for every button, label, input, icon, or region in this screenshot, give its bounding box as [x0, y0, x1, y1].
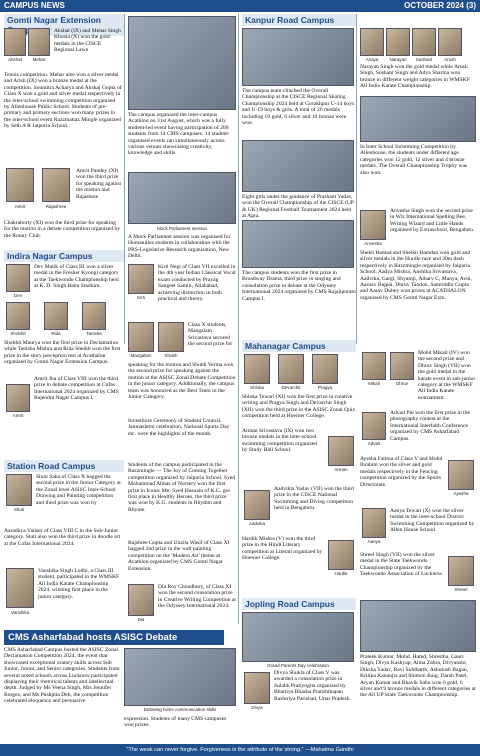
article-shreel: Shreel Singh (VII) won the silver medal in the State Taekwondo Championship organized by the Taekwondo Association of Lucknow.	[360, 552, 444, 578]
article-chakraborty: Chakraborty (XI) won the third prize for speaking for the motion in a debate competition organized by the Rotary Club.	[4, 220, 121, 239]
caption-shubh: Shubh	[164, 353, 178, 358]
caption-amrit-jha: Amrit	[12, 413, 24, 418]
article-amrit-jha: Amrit Jha of Class VIII won the third prize in debate competition at Cofas International 2024 organized by CMS Rajendra Nagar Campus I.	[34, 376, 119, 402]
caption-mangalam: Mangalam	[130, 353, 152, 358]
caption-shloka: Shloka	[250, 385, 264, 390]
caption-hardik: Hardik	[334, 571, 348, 576]
photo-dhruv	[390, 352, 414, 380]
issue-date: OCTOBER 2024 (3)	[404, 1, 476, 10]
article-kirti: Kirti Negi of Class VII excelled in the 4th year Indian Classical Vocal exam conducted by Prayag Sangeet Samiti, Allahabad, achieving distinction in both practical and theory.	[158, 264, 236, 303]
article-asisc-2: expression. Students of many CMS campuses won prizes.	[124, 716, 227, 729]
article-amrit: Amrit Pandey (XI) won the third prize for speaking against the motion and Rajashree	[76, 168, 122, 200]
photo-shubh	[158, 322, 184, 352]
column-divider	[238, 14, 239, 624]
photo-vanshika	[6, 568, 34, 608]
photo-tanisha	[82, 302, 106, 330]
caption-aadvika: Aadvika	[248, 521, 265, 526]
article-vanshika: Vanshika Singh Lodhi, a Class III student, participated in the WMSKF All India Karate Championship 2024, winning first place in the junior category.	[38, 568, 120, 600]
caption-anaya: Anaya	[365, 57, 379, 62]
article-dia: Dia Roy Choudhury, of Class XI won the second consolation prize in Creative Writing Competition at the Odyssey International 2024.	[158, 584, 236, 610]
column-divider	[356, 14, 357, 344]
caption-pragya: Pragya	[317, 385, 333, 390]
section-header-mahanagar: Mahanagar Campus	[242, 340, 356, 352]
caption-mehar: Mehar	[32, 57, 46, 62]
caption-ayesha: Ayesha	[453, 491, 469, 496]
article-aadvika: Aadvikta Yadav (VII) won the third prize in the CISCE National Swimming and Diving competition held in Bengaluru.	[274, 486, 354, 512]
photo-drama	[242, 220, 354, 268]
caption-dia: Dia	[137, 617, 145, 622]
article-eight-girls: Eight girls under the guidance of Prashant Yadav, won the Overall Championship of the CISCE (UP & UK) Regional Football Tournament 2024 held at Agra.	[242, 194, 354, 220]
article-shloka: Shloka Tewari (XI) won the first prize in creative writing and Pragya Singh and Devarchit Singh (XII) won the third prize in the ASISC Zonal Quiz competition held at Hoerner College.	[242, 394, 355, 420]
caption-dev: Dev	[13, 293, 22, 298]
photo-ayesha	[448, 460, 474, 490]
article-aaradhya: Aaradhya Vaiiser of Class VIII C in the Sub-Junior category. Stuti also won the third prize in doodle art at the Cofas International 2024.	[4, 528, 121, 547]
caption-mikail: Mikail	[368, 381, 380, 386]
section-header-asisc: CMS Asharfabad hosts ASISC Debate	[4, 630, 224, 645]
section-header-station: Station Road Campus	[4, 460, 124, 472]
photo-hardik	[328, 540, 354, 570]
photo-kirti	[128, 264, 154, 294]
photo-akshat	[4, 28, 26, 56]
column-divider	[124, 14, 125, 344]
photo-narayan	[386, 28, 410, 56]
caption-debaters: Debating hosts communication skills	[143, 707, 217, 712]
caption-anvesha: Anvesha	[364, 241, 382, 246]
article-divya: Divya Shukla of Class V was awarded a consolation prize in Sulabh Pratiyogita organized by Bhartiya Bhasha Pratishthapan Rashtriya Parishad, Uttar Pradesh.	[274, 670, 351, 702]
article-mock-parliament: A Mock Parliament session was organised for Humanities students in collaboration with the PRS-Legislative Research organization, New Delhi.	[128, 234, 231, 260]
section-title: CAMPUS NEWS	[4, 1, 65, 10]
photo-swim-team	[360, 96, 476, 142]
article-prateek: Prateek Kumar, Mohd. Hamd, Shrestha, Gauri Singh, Divya Kashyap, Aima Zahra, Divyanshi, Diksha Yadav, Ravi Siddharth, Ashutosh Bajpai, Kritika Kanaujia and Shimon Baig, Darsh Patel, Aryan Kumar and Bhavik Sahu won 6 gold, 6 silver and 9 bronze medals in different categories at the All UP State Taekwondo Championship.	[360, 654, 476, 699]
caption-akshat: Akshat	[8, 57, 22, 62]
article-ayesha: Ayesha Fatima of Class V and Mohd Ibrahim won the silver and gold medals respectively in the Fencing competition organized by the Sports Directorate.	[360, 456, 443, 488]
caption-dhruv: Dhruv	[395, 381, 408, 386]
photo-shreel	[448, 556, 474, 586]
article-anvesha: Anvesha Singh won the second prize in Wiz International Spelling Bee, Writing Wizard and Little Hands organised by Extraschool, Bengaluru.	[390, 208, 475, 234]
article-dev: Dev Malik of Class III won a silver medal in the Fresher Kyongi category at the Taekwondo Championship held at K. D. Singh Babu Stadium.	[34, 264, 119, 290]
photo-amrit-jha	[6, 384, 30, 412]
photo-football-team	[242, 140, 354, 192]
article-rajajipuram: The campus students won the first prize in Broadway Drama, third prize in singing and consolation prize in debate at the Odyssey International 2024 organized by CMS Rajajipuram Campus I.	[242, 270, 356, 302]
photo-dev	[6, 264, 30, 292]
section-header-gomti: Gomti Nagar Extension	[4, 14, 124, 36]
article-mikail: Mohd Mikail (IV) won the second prize and Dhruv Singh (VII) won the gold medal in the karate event in sub-junior category at the WMSKF All India Karate tournament.	[418, 350, 476, 401]
photo-rajashree	[42, 168, 70, 202]
article-speaking: speaking for the motion and Shubh Verma won the second prize for speaking against the motion at the ASISC Zonal Debate Competition in the junior category. Additionally, the campus team was honoured as the Best Team in the Junior Category.	[128, 362, 236, 401]
section-header-kanpur: Kanpur Road Campus	[242, 14, 356, 26]
article-tennis: Tennis competition. Mehar also won a silver medal and Arish (IX) won a bronze medal at the competition. Soumitra Acharya and Akshaj Gupta of Class X won a gold and silver medal respectively in the inter-school swimming competition organized by Allenhouse Public School. Students of pre-primary and primary sections won many prizes in the inter-school event Razzmattaz Mingle organized by Seth A R Jaipuria School.	[4, 72, 122, 130]
footer-quote: "The weak can never forgive. Forgiveness is the attribute of the strong." —Mahatma Gandhi	[0, 744, 480, 756]
photo-taekwondo-team	[360, 600, 476, 652]
article-razzmingle: Students of the campus participated in the Razzmingle — The Joy of Coming Together competition organized by Jaipuria School. Syed Mohammad Abbas of Nursery won the first prize in Iconic Me; Syed Hasnain of K.G. got first place in Healthy Heroes, the third prize was won by K.G. students in Rhythm and Rhyme.	[128, 462, 236, 513]
article-shekh: Shekh Hamad and Sheikh Hamdan won gold and silver medals in the Hurdle race and 30m dash respectively in Razzmingle organised by Jaipuria School. Aadya Mishra, Anshika Srivastava, Aadvika, Gargi, Shyamji, Atharv C, Manya, Avni, Aarnav Bajpai, Dhruv Tandon, Samriddhi Gupta and Aarav Dubey won prizes at ACATHALON organised by CMS Gomti Nagar Extn.	[360, 250, 472, 301]
caption-rajashree: Rajashree	[45, 204, 67, 209]
photo-aadvika	[244, 490, 270, 520]
caption-aanya: Aanya	[367, 539, 381, 544]
caption-mock-parliament: Mock Parliament session	[156, 226, 208, 231]
section-header-jopling: Jopling Road Campus	[242, 598, 356, 610]
photo-arush	[438, 28, 462, 56]
article-acathlon: The campus organized the inter-campus Acathlon on 31st August, which was a fully student-led event having participation of 200 students from 14 CMS campuses. 14 student-organised events ran simultaneously across various venues showcasing creativity, knowledge and skills.	[128, 112, 230, 157]
photo-acathlon	[128, 16, 236, 110]
caption-shobhit: Shobhit	[10, 331, 26, 336]
caption-divya: Divya	[251, 705, 263, 710]
article-shobhit: Shobhit Maurya won the first prize in Declamation while Tanisha Mishra and Rida Sheikh won the first prize in the story perception test at Acathalon organized by Gomti Nagar Extension Campus.	[4, 340, 121, 366]
photo-advait	[362, 412, 386, 440]
top-banner	[0, 0, 480, 12]
photo-divya	[244, 672, 270, 704]
caption-arman: Arman	[334, 467, 348, 472]
article-akshat-mehar: Akshat (IX) and Mehar Singh Khosla (X) won the gold medals in the CISCE Regional Lawn	[54, 28, 121, 54]
photo-shloka	[244, 354, 270, 384]
photo-anvesha	[360, 210, 386, 240]
photo-shobhit	[6, 302, 30, 330]
photo-dia	[128, 584, 154, 616]
article-arman: Arman Srivastava (IX) won two bronze medals in the inter-school swimming competition organized by Study Hall School.	[242, 428, 318, 454]
caption-advait: Advait	[367, 441, 381, 446]
caption-shreel: Shreel	[454, 587, 468, 592]
article-hardik: Hardik Mishra (V) won the third prize in the Hindi Literary competition at Literati organized by Hoerner College.	[242, 536, 323, 562]
photo-shuti	[6, 474, 32, 506]
article-kanpur-skating: The campus team clinched the Overall Championship at the CISCE Regional Skating Championship 2024 held at Gorakhpur U-14 boys and U-19 boys & girls. A total of 26 medals including 10 gold, 6 silver and 10 bronze were won.	[242, 88, 355, 127]
photo-sushant	[412, 28, 436, 56]
article-advait: Advait Pal won the first prize in the photography contest at the International Interfaith Conference organized by CMS Asharfabad Campus.	[390, 410, 471, 442]
caption-vanshika: Vanshika	[10, 610, 30, 615]
photo-amrit	[6, 168, 34, 202]
caption-grand-parents: Grand Parents Day celebration	[267, 663, 329, 668]
caption-arush: Arush	[444, 57, 456, 62]
caption-devarchit: Devarchit	[281, 385, 301, 390]
photo-devarchit	[278, 354, 304, 384]
caption-amrit: Amrit	[14, 204, 26, 209]
photo-debaters	[124, 648, 236, 706]
photo-mikail	[362, 352, 386, 380]
article-shuti: Shuti Saha of Class X bagged the second prize in the Junior Category at the Zonal level ASISC Inter-School Drawing and Painting competition and third prize was won by	[36, 474, 121, 506]
article-kanpur-narayan: Narayan Singh won the gold medal while Arush Singh, Sushant Singh and Adya Sharma won bronze in different weight categories in WMSKF All India Karate Championship.	[360, 64, 470, 90]
caption-narayan: Narayan	[389, 57, 407, 62]
article-rajshree: Rajshree Gupta and Unzila Wasif of Class XI bagged 2nd prize in the wall painting competition on the 'Modern Art' theme at Acathlon organized by CMS Gomti Nagar Extension.	[128, 540, 230, 572]
caption-shuti: Shuti	[13, 507, 25, 512]
caption-rida: Rida	[51, 331, 61, 336]
photo-mock-parliament	[128, 172, 236, 224]
caption-kirti: Kirti	[137, 295, 145, 300]
photo-arman	[328, 436, 354, 466]
photo-mehar	[28, 28, 50, 56]
photo-anaya	[360, 28, 384, 56]
caption-sushant: Sushant	[415, 57, 433, 62]
photo-aanya	[362, 508, 386, 538]
photo-rida	[44, 302, 68, 330]
article-investiture: Investiture Ceremony of Student Council, Janmashtmi celebration, National Sports Day etc. were the highlights of the month.	[128, 418, 230, 437]
article-asisc: CMS Asharfabad Campus hosted the ASISC Zonal Declamation Competition 2024, the event that showcased exceptional oratory skills across Sub Junior, Junior, and Senior categories. Students from several noted schools across Lucknow participated displaying their rhetorical talents and intellectual depth. Judged by Ms Veena Singh, Mrs Jennifer Borges, and Ms Pushpita Deb, the competition celebrated eloquence and persuasive	[4, 647, 120, 705]
article-class-x: Class X students, Mangalam Srivastava secured the second prize for	[188, 322, 233, 348]
photo-grand-parents	[242, 612, 354, 662]
article-aanya: Aanya Tewari (X) won the silver medal in the inter-school District Swimming Competition organized by Allen House School.	[390, 508, 475, 534]
photo-mangalam	[128, 322, 154, 352]
article-kanpur-swim: In Inter School Swimming Competition by Allenhouse, the students under different age categories won 12 gold, 12 silver and 4 bronze medals. The Overall Championship Trophy was also won.	[360, 144, 468, 176]
photo-pragya	[312, 354, 338, 384]
photo-skating-team	[242, 28, 354, 86]
caption-tanisha: Tanisha	[86, 331, 102, 336]
section-header-indira: Indira Nagar Campus	[4, 250, 124, 262]
